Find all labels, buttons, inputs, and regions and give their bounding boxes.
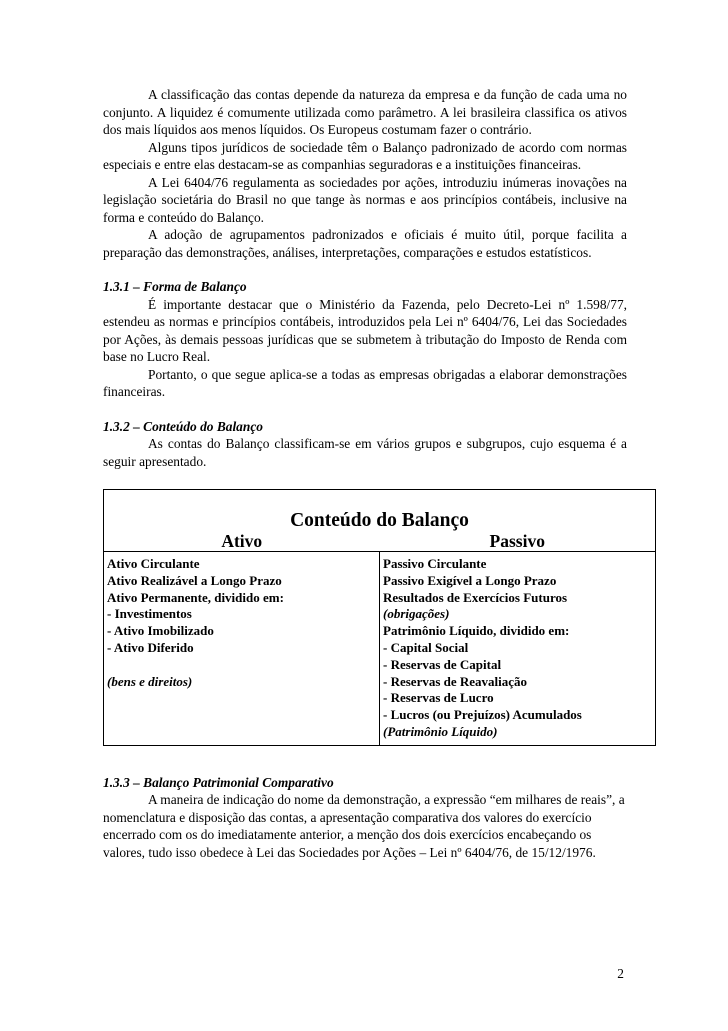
table-line: - Reservas de Capital [383, 656, 502, 672]
paragraph: A classificação das contas depende da natureza da empresa e da função de cada uma no conjunto. A liquidez é comumente utilizada como parâmetro. A lei brasileira classifica os ativos dos mais líquidos aos menos líquidos. Os Europeus costumam fazer o contrário. [103, 87, 627, 137]
table-note: (bens e direitos) [107, 673, 193, 689]
table-line: - Ativo Imobilizado [107, 623, 214, 639]
table-line: Passivo Circulante [383, 556, 487, 571]
table-line: - Ativo Diferido [107, 639, 194, 655]
section-heading: 1.3.2 – Conteúdo do Balanço [103, 418, 263, 434]
ativo-column [104, 552, 380, 745]
paragraph: A adoção de agrupamentos padronizados e oficiais é muito útil, porque facilita a preparação das demonstrações, análises, interpretações, comparações e estudos estatísticos. [103, 227, 627, 260]
table-line: Passivo Exigível a Longo Prazo [383, 572, 557, 588]
table-line: - Reservas de Lucro [383, 690, 494, 706]
table-title: Conteúdo do Balanço [290, 510, 469, 531]
table-line: - Capital Social [383, 639, 469, 655]
section-heading: 1.3.3 – Balanço Patrimonial Comparativo [103, 774, 334, 790]
table-line: Patrimônio Líquido, dividido em: [383, 623, 570, 639]
table-line: Ativo Circulante [107, 556, 200, 571]
paragraph: A Lei 6404/76 regulamenta as sociedades por ações, introduziu inúmeras inovações na legislação societária do Brasil no que tange às normas e aos princípios contábeis, inclusive na forma e conteúdo do Balanço. [103, 174, 627, 225]
table-line: - Reservas de Reavaliação [383, 673, 528, 689]
paragraph: Alguns tipos jurídicos de sociedade têm o Balanço padronizado de acordo com normas especiais e entre elas destacam-se as companhias seguradoras e a instituições financeiras. [103, 139, 627, 172]
table-line: Ativo Realizável a Longo Prazo [107, 572, 282, 588]
table-line: - Lucros (ou Prejuízos) Acumulados [383, 707, 582, 723]
paragraph: Portanto, o que segue aplica-se a todas as empresas obrigadas a elaborar demonstrações financeiras. [103, 366, 627, 399]
column-header-ativo: Ativo [221, 531, 263, 551]
document-page [103, 86, 627, 861]
paragraph: É importante destacar que o Ministério da Fazenda, pelo Decreto-Lei nº 1.598/77, estendeu as normas e princípios contábeis, introduzidos pela Lei nº 6404/76, Lei das Sociedades por Ações, às demais pessoas jurídicas que se submetem à tributação do Imposto de Renda com base no Lucro Real. [103, 296, 627, 364]
balance-content-table [103, 489, 656, 746]
table-line: Ativo Permanente, dividido em: [107, 589, 284, 605]
section-heading: 1.3.1 – Forma de Balanço [103, 279, 247, 294]
passivo-column [380, 552, 655, 745]
table-body [104, 552, 655, 745]
paragraph: A maneira de indicação do nome da demonstração, a expressão “em milhares de reais”, a nomenclatura e disposição das contas, a apresentação comparativa dos valores do exercício encerrado com os do imediatamente anterior, a menção dos dois exercícios encabeçando os valores, tudo isso obedece à Lei das Sociedades por Ações – Lei nº 6404/76, de 15/12/1976. [103, 792, 625, 860]
page-number: 2 [617, 966, 624, 981]
table-header [104, 532, 655, 552]
table-note: (obrigações) [383, 606, 450, 622]
paragraph: As contas do Balanço classificam-se em vários grupos e subgrupos, cujo esquema é a seguir apresentado. [103, 436, 627, 469]
table-line: - Investimentos [107, 606, 192, 622]
table-note: (Patrimônio Líquido) [383, 723, 498, 739]
column-header-passivo: Passivo [489, 531, 545, 551]
table-line: Resultados de Exercícios Futuros [383, 589, 568, 605]
